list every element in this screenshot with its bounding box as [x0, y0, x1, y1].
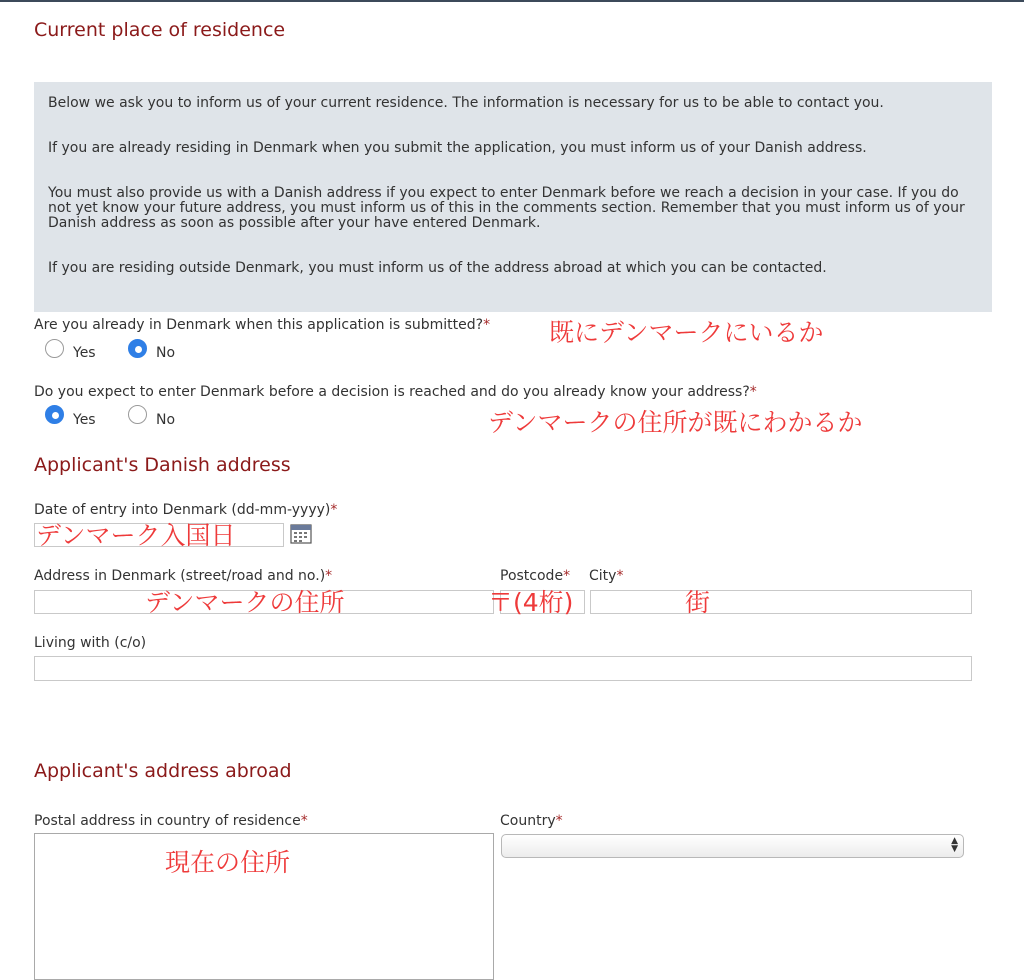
country-select[interactable]	[501, 834, 964, 858]
postcode-annotation: 〒(4桁)	[488, 588, 574, 617]
info-box	[34, 82, 992, 312]
postal-address-label-text: Postal address in country of residence	[34, 813, 301, 829]
city-required-mark: *	[616, 568, 624, 584]
calendar-icon[interactable]	[290, 523, 312, 544]
entry-date-label-text: Date of entry into Denmark (dd-mm-yyyy)	[34, 502, 331, 518]
entry-date-label	[34, 502, 337, 518]
postcode-label-text: Postcode	[500, 568, 564, 584]
city-label	[589, 568, 623, 584]
q1-annotation: 既にデンマークにいるか	[549, 318, 824, 347]
q2-yes-label[interactable]: Yes	[73, 412, 96, 428]
danish-address-section-title: Applicant's Danish address	[34, 454, 291, 476]
country-label	[500, 813, 563, 829]
postcode-label	[500, 568, 570, 584]
address-required-mark: *	[325, 568, 333, 584]
q2-label-text: Do you expect to enter Denmark before a decision is reached and do you already know your address?	[34, 384, 750, 400]
postal-address-label	[34, 813, 308, 829]
city-label-text: City	[589, 568, 617, 584]
country-required-mark: *	[555, 813, 563, 829]
q2-annotation: デンマークの住所が既にわかるか	[488, 408, 863, 437]
top-border	[0, 0, 1024, 2]
q1-yes-label[interactable]: Yes	[73, 345, 96, 361]
postal-address-annotation: 現在の住所	[165, 848, 291, 877]
q2-label	[34, 384, 757, 400]
entry-date-annotation: デンマーク入国日	[36, 521, 236, 550]
info-paragraph-2: If you are already residing in Denmark when you submit the application, you must inform us of your Danish address.	[48, 140, 867, 156]
city-annotation: 街	[685, 588, 711, 617]
country-label-text: Country	[500, 813, 556, 829]
q1-required-mark: *	[483, 317, 491, 333]
abroad-address-section-title: Applicant's address abroad	[34, 760, 292, 782]
postcode-required-mark: *	[563, 568, 571, 584]
info-paragraph-3: You must also provide us with a Danish address if you expect to enter Denmark before we reach a decision in your case. If you do not yet know your future address, you must inform us of this in the comments section. Remember that you must inform us of your Danish address as soon as possible after your have entered Denmark.	[48, 185, 965, 231]
q1-label	[34, 317, 490, 333]
q2-no-label[interactable]: No	[156, 412, 176, 428]
address-label	[34, 568, 332, 584]
select-arrows-icon: ▲ ▼	[951, 836, 958, 854]
living-with-input[interactable]	[34, 656, 972, 681]
address-label-text: Address in Denmark (street/road and no.)	[34, 568, 326, 584]
q2-yes-radio[interactable]	[45, 405, 64, 424]
q2-required-mark: *	[749, 384, 757, 400]
q1-no-label[interactable]: No	[156, 345, 176, 361]
postal-address-required-mark: *	[300, 813, 308, 829]
living-with-label: Living with (c/o)	[34, 635, 147, 651]
q1-no-radio[interactable]	[128, 339, 147, 358]
info-paragraph-1: Below we ask you to inform us of your current residence. The information is necessary for us to be able to contact you.	[48, 95, 884, 111]
address-annotation: デンマークの住所	[145, 588, 345, 617]
residence-section-title: Current place of residence	[34, 19, 286, 41]
q1-yes-radio[interactable]	[45, 339, 64, 358]
info-paragraph-4: If you are residing outside Denmark, you must inform us of the address abroad at which you can be contacted.	[48, 260, 827, 276]
city-input[interactable]	[590, 588, 972, 617]
entry-date-required-mark: *	[330, 502, 338, 518]
q1-label-text: Are you already in Denmark when this application is submitted?	[34, 317, 484, 333]
q2-no-radio[interactable]	[128, 405, 147, 424]
